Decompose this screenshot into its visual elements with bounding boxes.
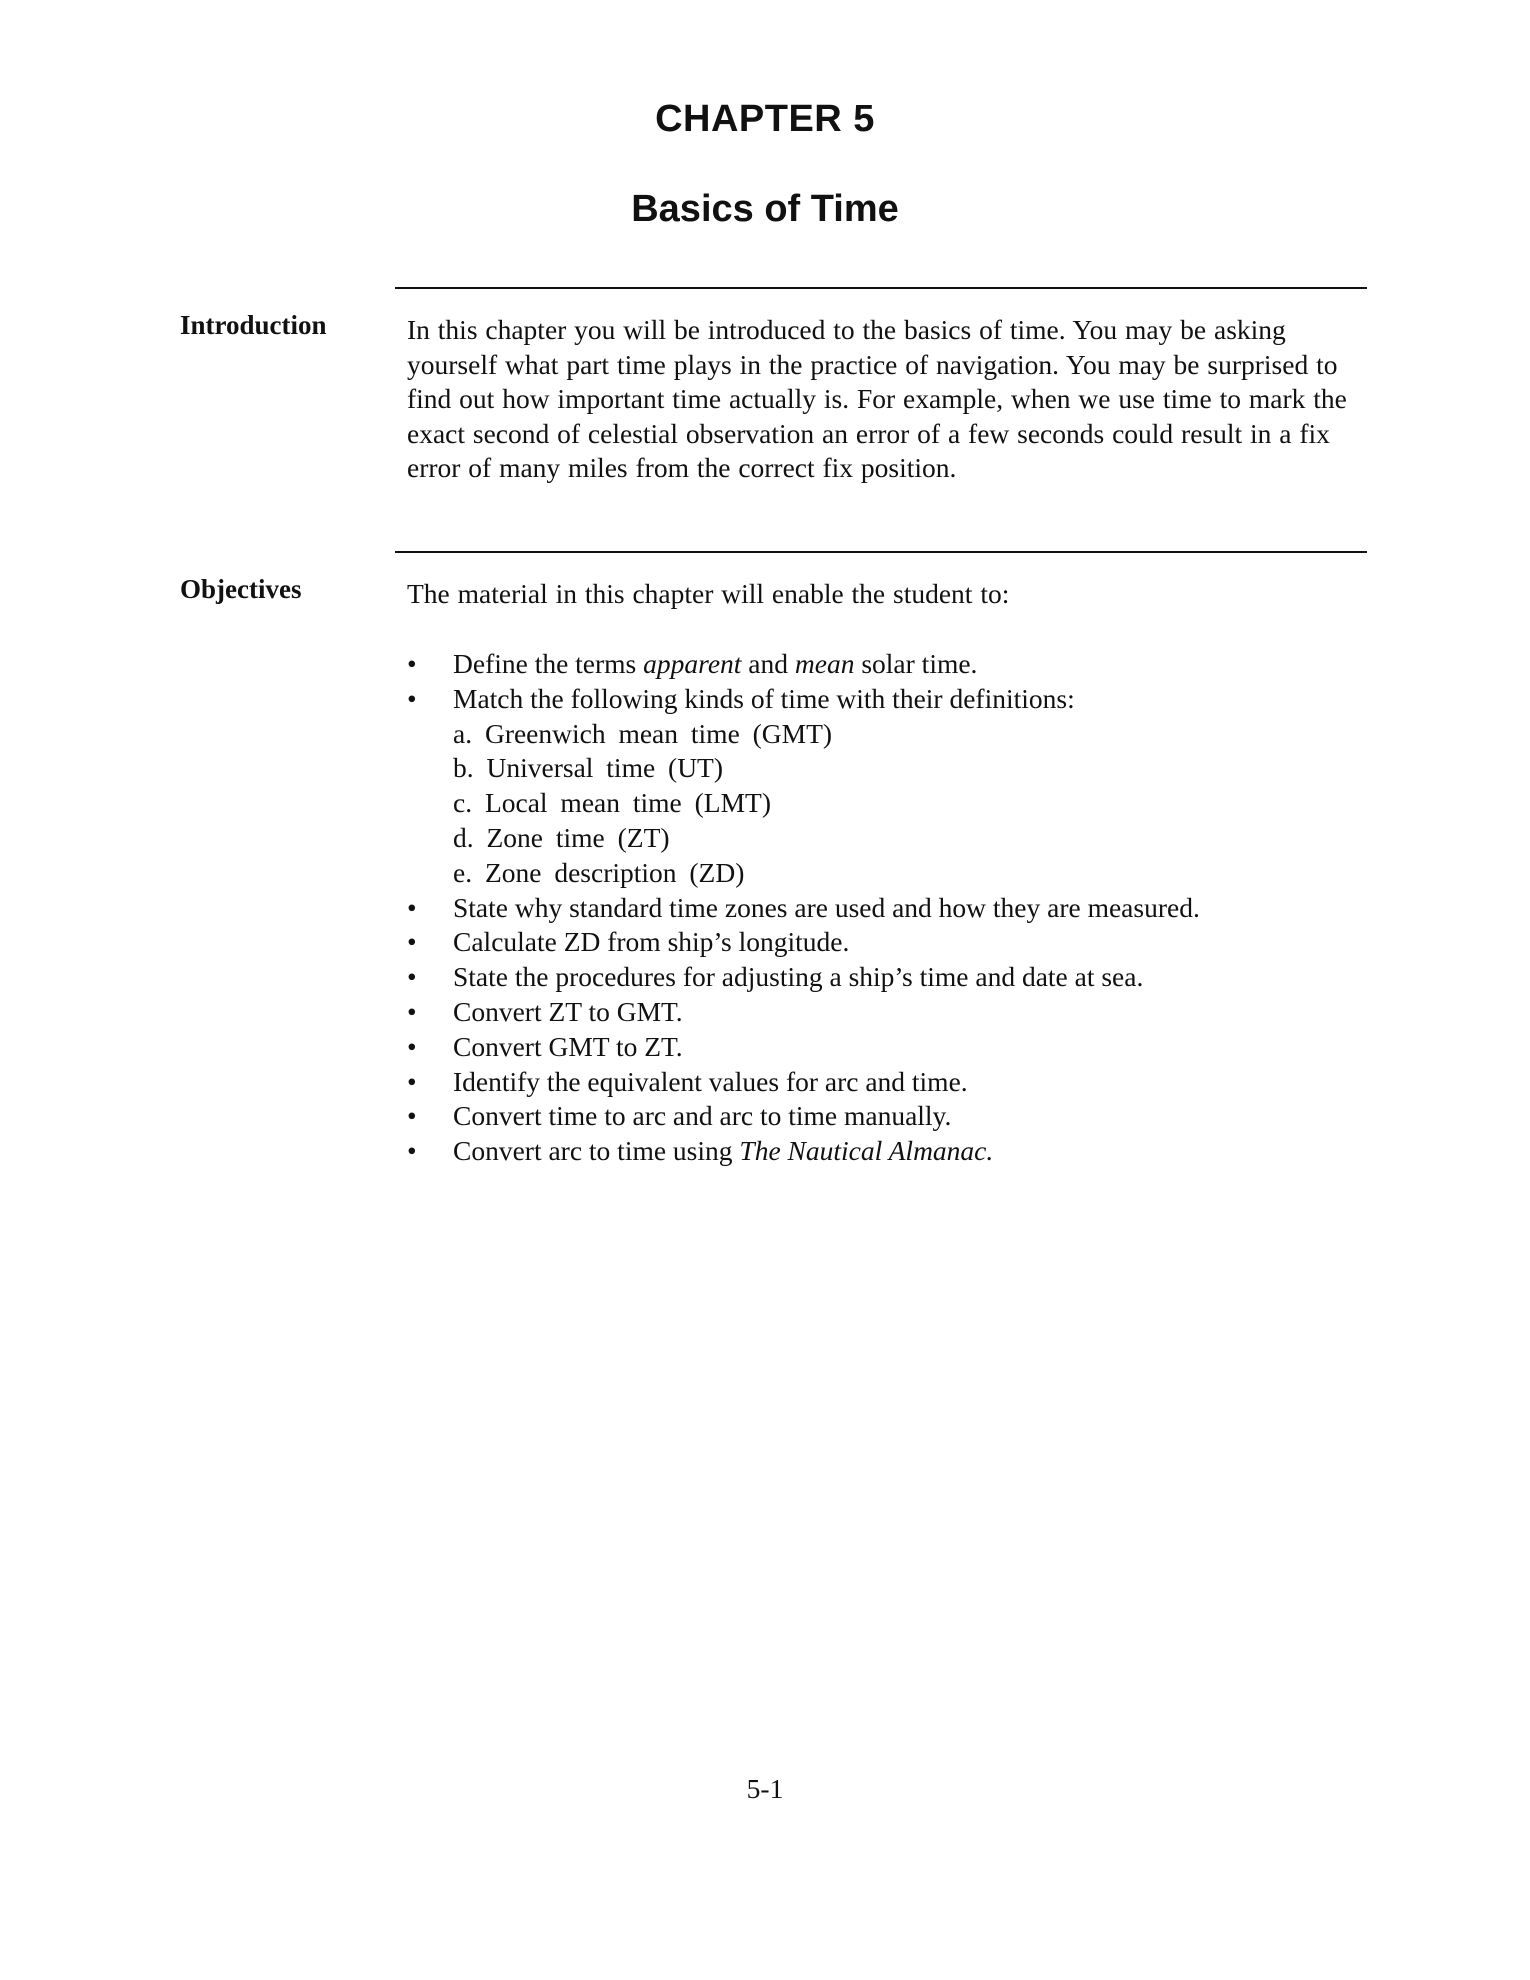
chapter-number: CHAPTER 5 [655,98,875,140]
objectives-label: Objectives [180,574,302,604]
chapter-title: Basics of Time [631,188,899,230]
objective-item [407,1134,1347,1169]
objective-item: • State the procedures for adjusting a ship’s time and date at sea. [407,960,1347,995]
introduction-label: Introduction [180,310,327,340]
objective-emphasis: apparent [643,648,742,679]
divider-top [395,287,1367,289]
objectives-list [407,647,1347,1169]
objective-subitem: a. Greenwich mean time (GMT) [453,717,833,749]
objective-item: • Convert GMT to ZT. [407,1030,1347,1065]
objective-subitem: c. Local mean time (LMT) [453,787,771,819]
objective-subitem: d. Zone time (ZT) [453,821,670,853]
objective-item: • Match the following kinds of time with their definitions: [407,682,1347,717]
objective-text: solar time. [854,648,978,679]
objective-emphasis: The Nautical Almanac. [739,1135,994,1167]
objective-subitem: b. Universal time (UT) [453,752,724,784]
divider-middle [395,551,1367,553]
objectives-lead: The material in this chapter will enable the student to: [407,578,1010,609]
objective-item: • State why standard time zones are used and how they are measured. [407,891,1347,926]
objective-text: Define the terms [453,648,644,679]
objective-subitem: e. Zone description (ZD) [453,856,745,888]
objective-emphasis: mean [794,648,855,679]
objective-item: • Calculate ZD from ship’s longitude. [407,925,1347,960]
objective-text: Convert arc to time using [453,1135,740,1167]
objective-item [407,647,1347,682]
page-number: 5-1 [746,1773,784,1804]
objective-item: • Convert ZT to GMT. [407,995,1347,1030]
objective-item: • Identify the equivalent values for arc and time. [407,1065,1347,1100]
objective-text: and [741,648,795,679]
objective-item: • Convert time to arc and arc to time manually. [407,1099,1347,1134]
introduction-paragraph: In this chapter you will be introduced to the basics of time. You may be asking yourself what part time plays in the practice of navigation. You may be surprised to find out how important time actually is. For example, when we use time to mark the exact second of celestial observation an error of a few seconds could result in a fix error of many miles from the correct fix position. [407,314,1347,484]
